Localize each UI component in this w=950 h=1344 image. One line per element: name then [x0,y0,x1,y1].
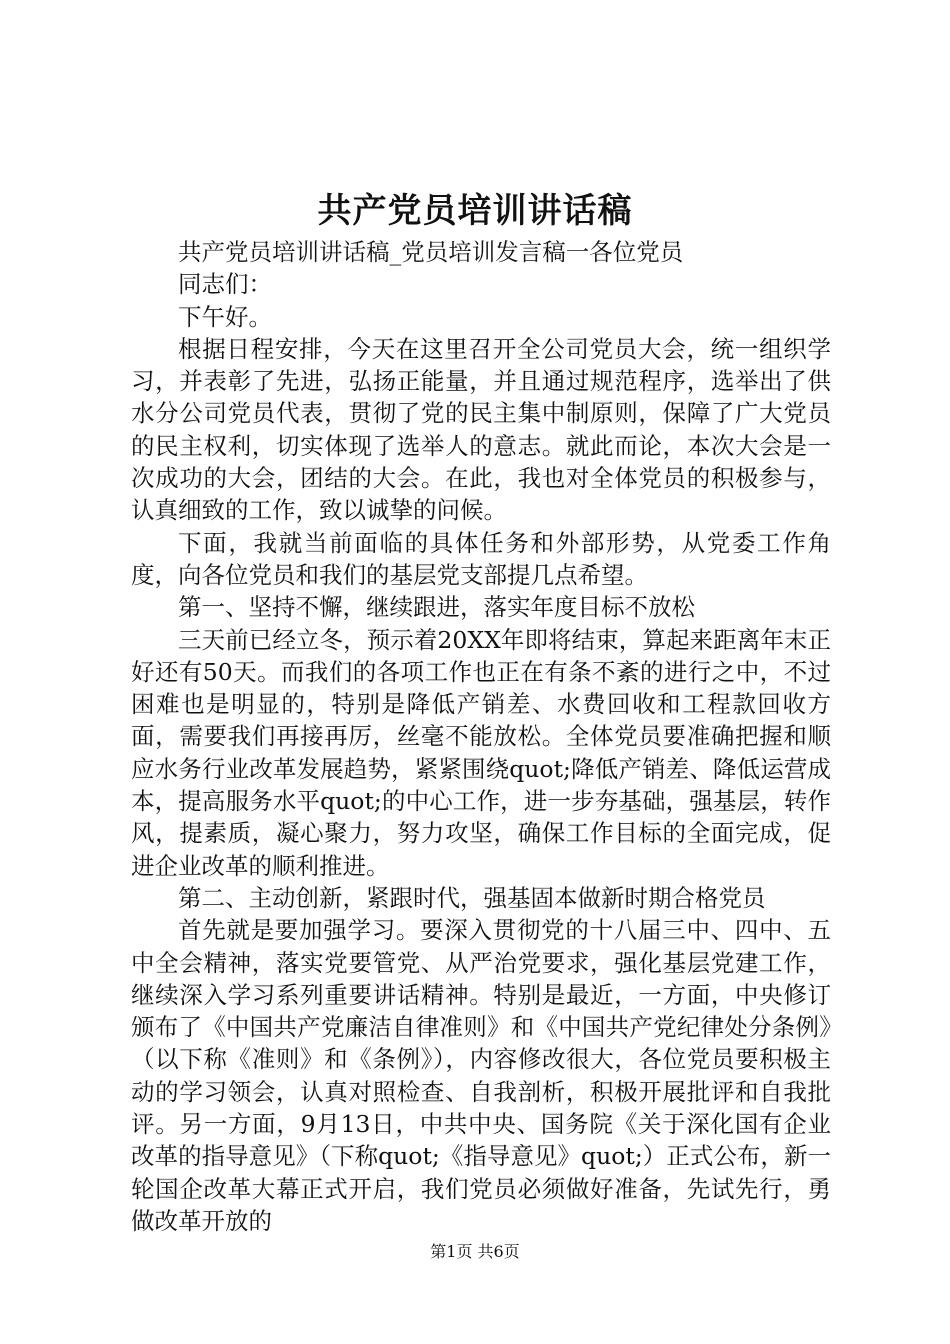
paragraph-3: 下午好。 [178,302,272,331]
page-footer: 第1页 共6页 [430,1242,520,1261]
section-heading-2: 第二、主动创新，紧跟时代，强基固本做新时期合格党员 [178,883,766,912]
paragraph-2: 同志们： [178,270,272,299]
paragraph-5: 下面，我就当前面临的具体任务和外部形势，从党委工作角度，向各位党员和我们的基层党支部提几点希望。 [131,528,831,589]
document-title: 共产党员培训讲话稿 [317,191,633,231]
document-body [131,236,831,1237]
section-heading-1: 第一、坚持不懈，继续跟进，落实年度目标不放松 [178,593,695,622]
paragraph-7: 首先就是要加强学习。要深入贯彻党的十八届三中、四中、五中全会精神，落实党要管党、从严治党要求，强化基层党建工作，继续深入学习系列重要讲话精神。特别是最近，一方面，中央修订颁布了《中国共产党廉洁自律准则》和《中国共产党纪律处分条例》（以下称《准则》和《条例》），内容修改很大，各位党员要积极主动的学习领会，认真对照检查、自我剖析，积极开展批评和自我批评。另一方面，9月13日，中共中央、国务院《关于深化国有企业改革的指导意见》（下称quot;《指导意见》quot;）正式公布，新一轮国企改革大幕正式开启，我们党员必须做好准备，先试先行，勇做改革开放的 [131,916,831,1235]
paragraph-4: 根据日程安排，今天在这里召开全公司党员大会，统一组织学习，并表彰了先进，弘扬正能量，并且通过规范程序，选举出了供水分公司党员代表，贯彻了党的民主集中制原则，保障了广大党员的民主权利，切实体现了选举人的意志。就此而论，本次大会是一次成功的大会，团结的大会。在此，我也对全体党员的积极参与，认真细致的工作，致以诚挚的问候。 [131,334,831,525]
paragraph-1: 共产党员培训讲话稿_党员培训发言稿一各位党员 [178,238,684,266]
paragraph-6: 三天前已经立冬，预示着20XX年即将结束，算起来距离年末正好还有50天。而我们的各项工作也正在有条不紊的进行之中，不过困难也是明显的，特别是降低产销差、水费回收和工程款回收方面，需要我们再接再厉，丝毫不能放松。全体党员要准确把握和顺应水务行业改革发展趋势，紧紧围绕quot;降低产销差、降低运营成本，提高服务水平quot;的中心工作，进一步夯基础，强基层，转作风，提素质，凝心聚力，努力攻坚，确保工作目标的全面完成，促进企业改革的顺利推进。 [131,625,831,880]
